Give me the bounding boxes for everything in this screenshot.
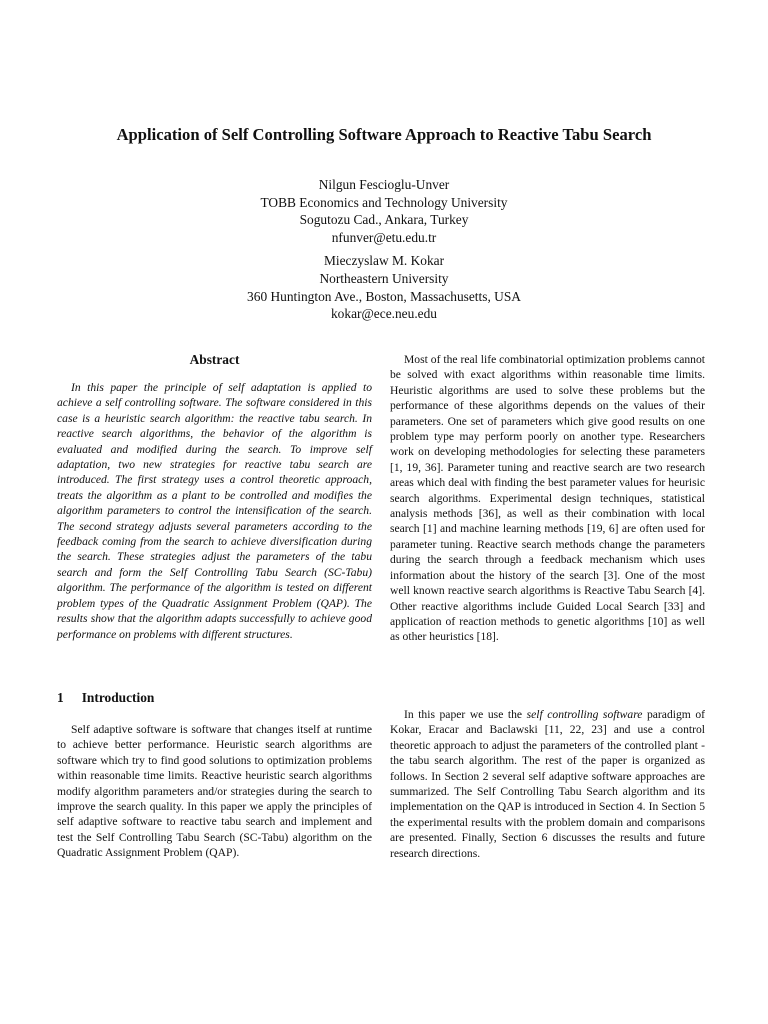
- abstract-body: [57, 380, 372, 642]
- author-affiliation: Northeastern University: [319, 270, 449, 286]
- section-number: 1: [57, 690, 64, 705]
- paragraph-text-end: paradigm of Kokar, Eracar and Baclawski [11, 22, 23] and use a control theoretic approach to adjust the parameters of the controlled plant - the tabu search algorithm. The rest of the paper is organized as follows. In Section 2 several self adaptive software approaches are summarized. The Self Controlling Tabu Search algorithm and its implementation on the QAP is introduced in Section 4. In Section 5 the experimental results with the problem domain and comparisons are presented. Finally, Section 6 discusses the results and future research directions.: [390, 708, 705, 860]
- emphasized-term: self controlling software: [526, 708, 643, 721]
- author-name: Nilgun Fescioglu-Unver: [318, 177, 450, 192]
- paper-title: Application of Self Controlling Software Approach to Reactive Tabu Search: [116, 125, 652, 144]
- author-block-2: [40, 252, 728, 322]
- author-list: [40, 176, 728, 329]
- abstract-text: In this paper the principle of self adaptation is applied to achieve a self controlling software. The software considered in this case is a heuristic search algorithm: the reactive tabu search. In reactive search algorithms, the behavior of the algorithm is evaluated and modified during the search. To improve self adaptation, two new strategies for reactive tabu search are introduced. The first strategy uses a control theoretic approach, treats the algorithm as a plant to be controlled and modifies the algorithm parameters to control the intensification of the search. The second strategy adjusts several parameters according to the feedback coming from the search to achieve diversification during the search. These strategies adjust the parameters of the tabu search and form the Self Controlling Tabu Search (SC-Tabu) algorithm. The performance of the algorithm is tested on different problem types of the Quadratic Assignment Problem (QAP). The results show that the algorithm adapts successfully to achieve good performance on problems with different structures.: [57, 381, 372, 641]
- right-column-paragraph-2: [390, 707, 705, 861]
- abstract-heading: Abstract: [189, 352, 240, 367]
- right-column-paragraph-1: [390, 352, 705, 645]
- author-email: nfunver@etu.edu.tr: [331, 229, 437, 245]
- paragraph-text-start: In this paper we use the: [404, 708, 527, 721]
- author-address: Sogutozu Cad., Ankara, Turkey: [299, 212, 469, 228]
- author-address: 360 Huntington Ave., Boston, Massachusetts, USA: [247, 288, 521, 304]
- paragraph-text: [390, 707, 705, 861]
- section-heading-introduction: [57, 690, 154, 706]
- author-email: kokar@ece.neu.edu: [330, 306, 437, 322]
- introduction-body: [57, 722, 372, 861]
- author-affiliation: TOBB Economics and Technology University: [260, 194, 508, 210]
- section-title: Introduction: [81, 690, 155, 705]
- paragraph-text: Most of the real life combinatorial optimization problems cannot be solved with exact algorithms within reasonable time limits. Heuristic algorithms are used to solve these problems but the performance of these algorithms depends on the values of their parameters. One set of parameters which give good results on one problem type may perform poorly on another type. Researchers work on developing methodologies for selecting these parameters [1, 19, 36]. Parameter tuning and reactive search are two research areas which deal with finding the best parameter values for heurisic search algorithms. Experimental design techniques, statistical analysis methods [36], as well as their combination with local search [1] and machine learning methods [19, 6] are often used for parameter tuning. Reactive search methods change the parameters during the search through a feedback mechanism which uses information about the history of the search [3]. One of the most well known reactive search algorithms is Reactive Tabu Search [4]. Other reactive algorithms include Guided Local Search [33] and application of reaction methods to genetic algorithms [10] as well as other heuristics [18].: [390, 353, 705, 644]
- author-block-1: [40, 176, 728, 246]
- introduction-text: Self adaptive software is software that changes itself at runtime to achieve better performance. Heuristic search algorithms are software which try to find good solutions to optimization problems within reasonable time limits. Reactive heuristic search algorithms modify algorithm parameters and/or strategies during the search to improve the search quality. In this paper we apply the principles of self adaptive software to reactive tabu search and implement and test the Self Controlling Tabu Search (SC-Tabu) algorithm on the Quadratic Assignment Problem (QAP).: [57, 723, 372, 860]
- author-name: Mieczyslaw M. Kokar: [323, 253, 445, 269]
